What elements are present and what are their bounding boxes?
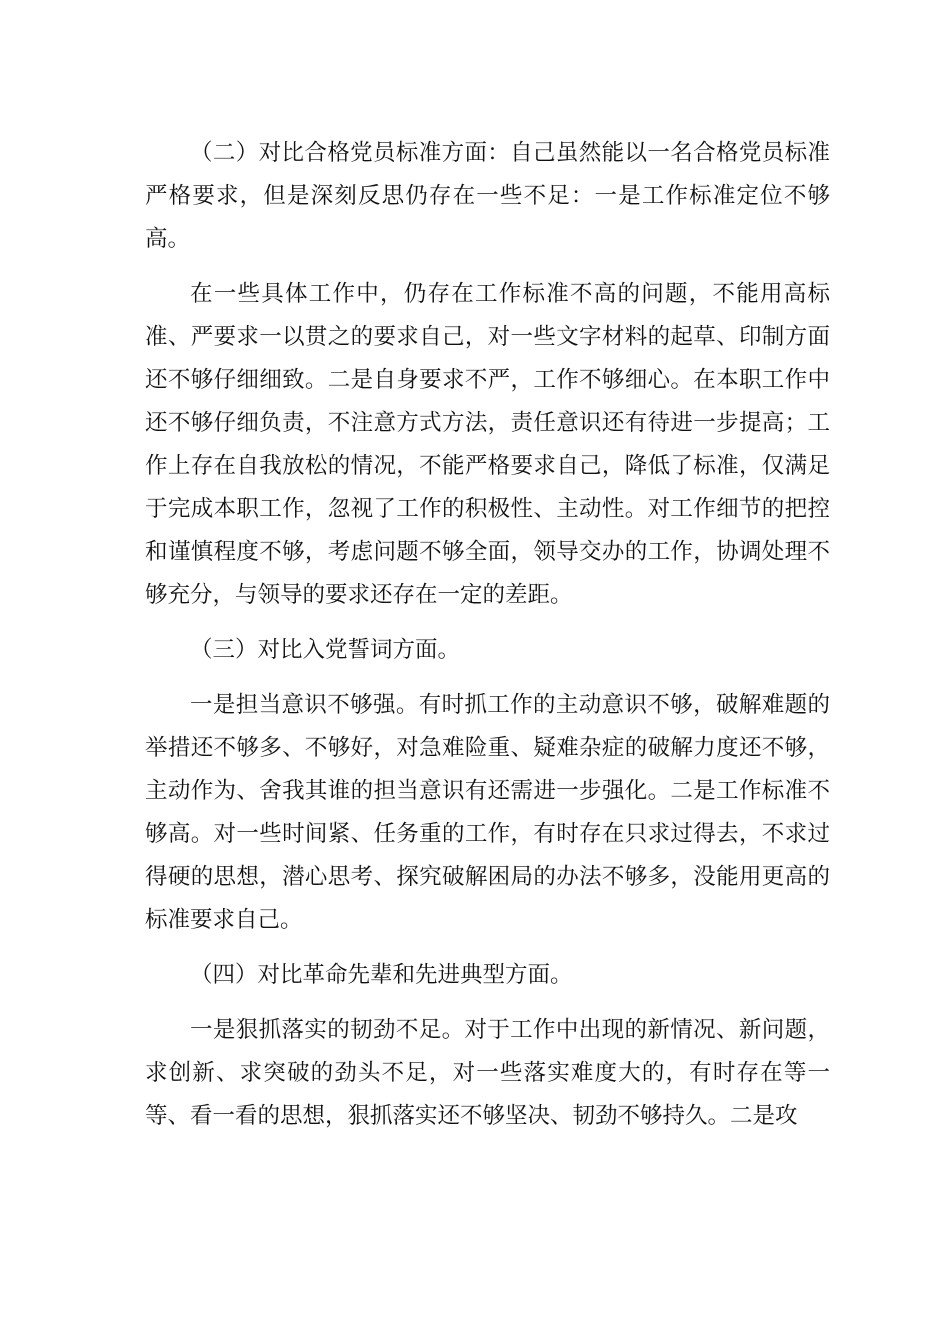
section-heading-2: （二）对比合格党员标准方面：自己虽然能以一名合格党员标准严格要求，但是深刻反思仍存在一些不足：一是工作标准定位不够高。 [145,140,830,252]
section-heading-4: （四）对比革命先辈和先进典型方面。 [190,962,573,988]
body-paragraph: 一是狠抓落实的韧劲不足。对于工作中出现的新情况、新问题，求创新、求突破的劲头不足，对一些落实难度大的，有时存在等一等、看一看的思想，狠抓落实还不够坚决、韧劲不够持久。二是攻 [145,1017,830,1129]
body-paragraph: 一是担当意识不够强。有时抓工作的主动意识不够，破解难题的举措还不够多、不够好，对急难险重、疑难杂症的破解力度还不够，主动作为、舍我其谁的担当意识有还需进一步强化。二是工作标准不够高。对一些时间紧、任务重的工作，有时存在只求过得去，不求过得硬的思想，潜心思考、探究破解困局的办法不够多，没能用更高的标准要求自己。 [145,692,830,933]
document-body [145,132,830,1150]
section-heading-3: （三）对比入党誓词方面。 [190,637,461,663]
body-paragraph: 在一些具体工作中，仍存在工作标准不高的问题，不能用高标准、严要求一以贯之的要求自己，对一些文字材料的起草、印制方面还不够仔细细致。二是自身要求不严，工作不够细心。在本职工作中还不够仔细负责，不注意方式方法，责任意识还有待进一步提高；工作上存在自我放松的情况，不能严格要求自己，降低了标准，仅满足于完成本职工作，忽视了工作的积极性、主动性。对工作细节的把控和谨慎程度不够，考虑问题不够全面，领导交办的工作，协调处理不够充分，与领导的要求还存在一定的差距。 [145,281,830,608]
